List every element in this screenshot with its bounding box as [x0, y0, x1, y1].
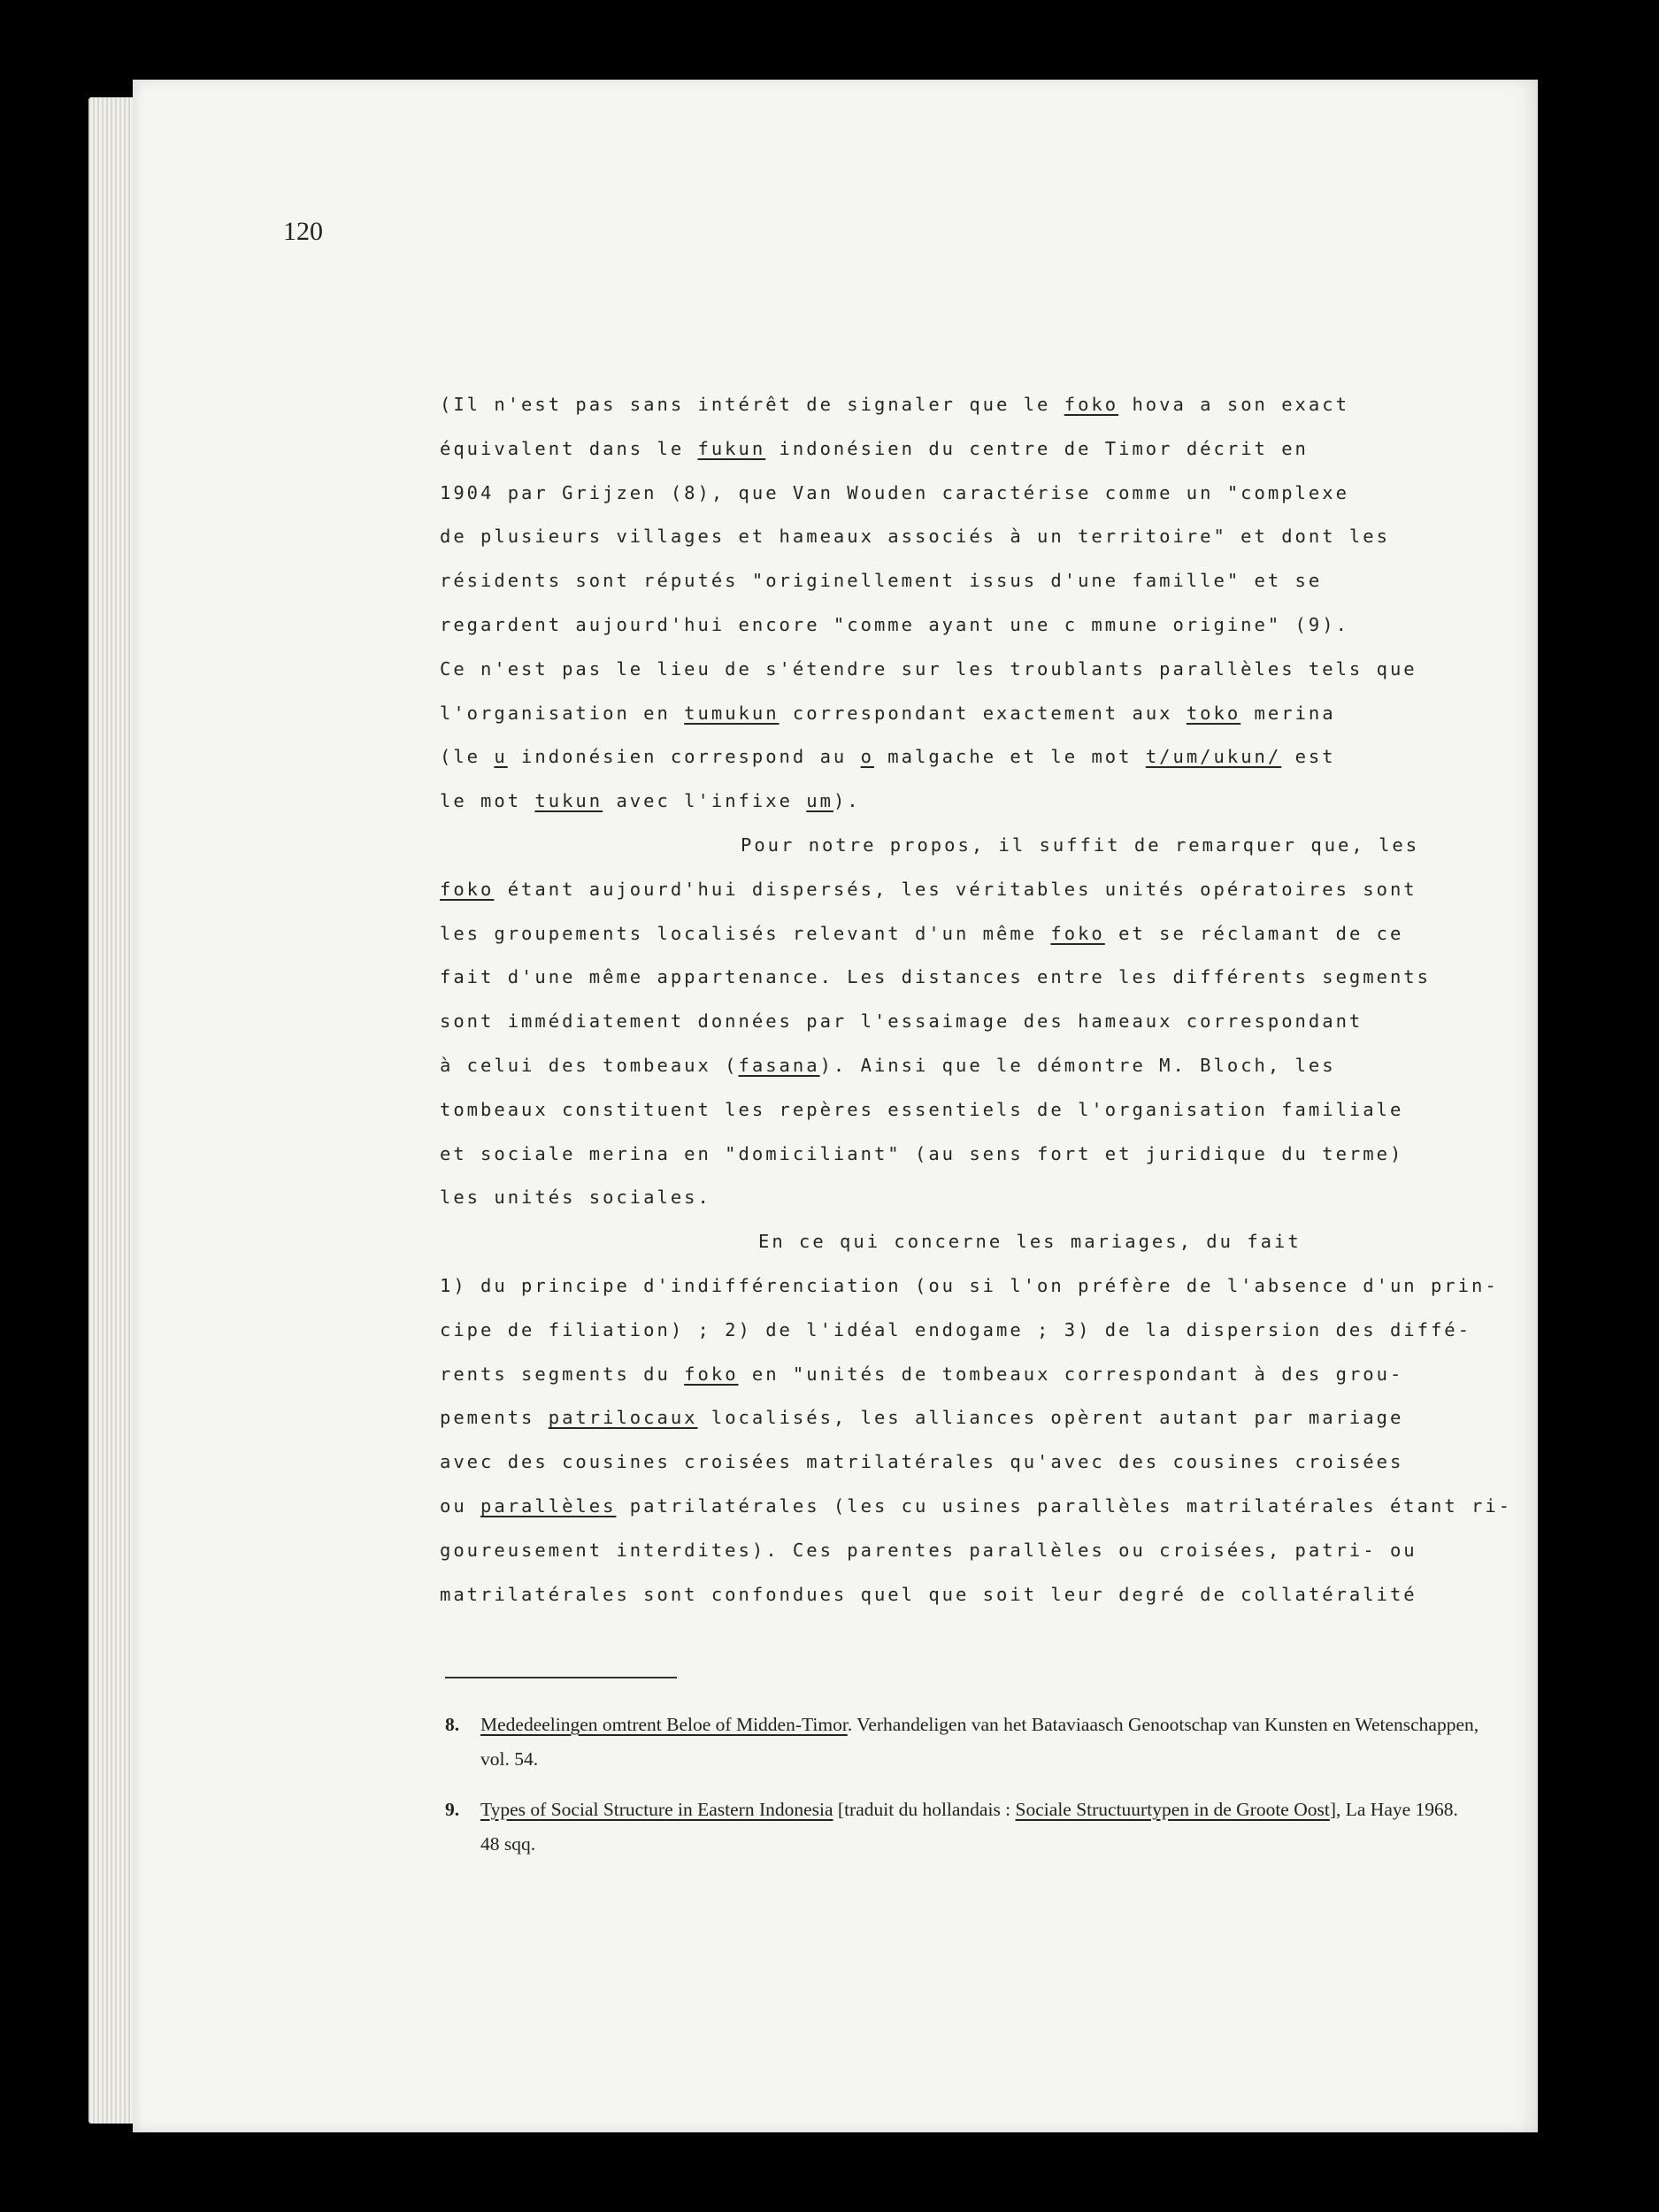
text-line: sont immédiatement données par l'essaimage des hameaux correspondant — [440, 1010, 1363, 1033]
text-line: Pour notre propos, il suffit de remarquer que, les — [741, 833, 1420, 856]
text-line: ou parallèles patrilatérales (les cu usines parallèles matrilatérales étant ri- — [440, 1494, 1513, 1517]
footnote-separator — [445, 1677, 677, 1678]
text-line: matrilatérales sont confondues quel que soit leur degré de collatéralité — [440, 1583, 1417, 1605]
text-line: foko étant aujourd'hui dispersés, les véritables unités opératoires sont — [440, 878, 1417, 900]
footnote-8 — [445, 1708, 1480, 1777]
footnote-text: ], La Haye 1968. 48 sqq. — [480, 1799, 1458, 1855]
text-line: cipe de filiation) ; 2) de l'idéal endogame ; 3) de la dispersion des diffé- — [440, 1318, 1471, 1340]
footnote-title: Types of Social Structure in Eastern Indonesia — [480, 1799, 833, 1820]
footnote-title: Mededeelingen omtrent Beloe of Midden-Timor — [480, 1714, 848, 1735]
text-line: à celui des tombeaux (fasana). Ainsi que le démontre M. Bloch, les — [440, 1054, 1336, 1076]
text-line: pements patrilocaux localisés, les alliances opèrent autant par mariage — [440, 1407, 1404, 1429]
footnotes — [445, 1708, 1480, 1862]
footnote-original-title: Sociale Structuurtypen in de Groote Oost — [1015, 1799, 1330, 1820]
footnote-number: 9. — [445, 1799, 460, 1820]
text-line: le mot tukun avec l'infixe um). — [440, 790, 861, 812]
text-line: tombeaux constituent les repères essentiels de l'organisation familiale — [440, 1098, 1404, 1120]
text-line: résidents sont réputés "originellement issus d'une famille" et se — [440, 570, 1323, 592]
text-line: regardent aujourd'hui encore "comme ayant une c mmune origine" (9). — [440, 613, 1349, 635]
footnote-number: 8. — [445, 1714, 460, 1735]
text-line: Ce n'est pas le lieu de s'étendre sur les troublants parallèles tels que — [440, 657, 1417, 680]
text-line: fait d'une même appartenance. Les distances entre les différents segments — [440, 966, 1431, 988]
footnote-text: . Verhandeligen van het Bataviaasch Genootschap van Kunsten en Wetenschappen, vol. 54. — [480, 1714, 1479, 1770]
body-text — [440, 383, 1513, 1617]
footnote-9 — [445, 1793, 1480, 1862]
text-line: (le u indonésien correspond au o malgache et le mot t/um/ukun/ est — [440, 746, 1336, 768]
text-line: 1904 par Grijzen (8), que Van Wouden caractérise comme un "complexe — [440, 481, 1349, 503]
text-line: les groupements localisés relevant d'un même foko et se réclamant de ce — [440, 922, 1404, 944]
footnote-text: [traduit du hollandais : — [833, 1799, 1016, 1820]
text-line: rents segments du foko en "unités de tombeaux correspondant à des grou- — [440, 1363, 1404, 1385]
text-line: l'organisation en tumukun correspondant exactement aux toko merina — [440, 702, 1336, 724]
text-line: goureusement interdites). Ces parentes parallèles ou croisées, patri- ou — [440, 1539, 1417, 1561]
text-line: En ce qui concerne les mariages, du fait — [758, 1231, 1302, 1253]
text-line: équivalent dans le fukun indonésien du centre de Timor décrit en — [440, 437, 1309, 459]
text-line: et sociale merina en "domiciliant" (au sens fort et juridique du terme) — [440, 1142, 1404, 1164]
text-line: avec des cousines croisées matrilatérales qu'avec des cousines croisées — [440, 1451, 1404, 1473]
text-line: 1) du principe d'indifférenciation (ou si l'on préfère de l'absence d'un prin- — [440, 1274, 1499, 1296]
text-line: de plusieurs villages et hameaux associés à un territoire" et dont les — [440, 526, 1390, 548]
text-line: les unités sociales. — [440, 1187, 711, 1209]
page-number: 120 — [283, 217, 323, 246]
text-line: (Il n'est pas sans intérêt de signaler que le foko hova a son exact — [440, 394, 1349, 415]
